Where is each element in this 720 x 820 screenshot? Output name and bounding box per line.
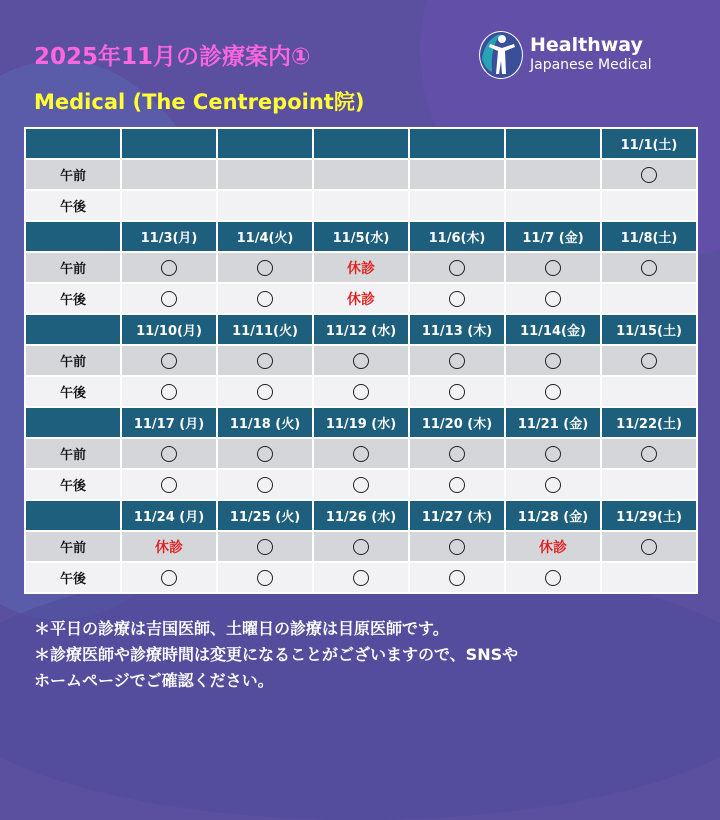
date-cell xyxy=(313,128,409,159)
note-line: ホームページでご確認ください。 xyxy=(34,671,274,690)
slot-cell xyxy=(313,283,409,314)
open-circle-icon xyxy=(257,260,273,276)
closed-label: 休診 xyxy=(347,291,375,308)
date-cell: 11/7 (金) xyxy=(505,221,601,252)
slot-cell xyxy=(601,469,697,500)
slot-cell xyxy=(121,531,217,562)
slot-cell xyxy=(121,438,217,469)
date-header-row xyxy=(25,500,697,531)
logo-subtitle: Japanese Medical xyxy=(530,57,652,73)
date-cell: 11/15(土) xyxy=(601,314,697,345)
slot-cell xyxy=(601,159,697,190)
pm-label: 午後 xyxy=(25,283,121,314)
open-circle-icon xyxy=(353,353,369,369)
open-circle-icon xyxy=(449,446,465,462)
page-subtitle: Medical (The Centrepoint院) xyxy=(34,90,365,114)
header-blank-cell xyxy=(25,407,121,438)
date-header-row xyxy=(25,314,697,345)
am-label: 午前 xyxy=(25,345,121,376)
slot-cell xyxy=(121,283,217,314)
header-blank-cell xyxy=(25,314,121,345)
open-circle-icon xyxy=(545,570,561,586)
slot-cell xyxy=(505,531,601,562)
slot-cell xyxy=(409,252,505,283)
slot-cell xyxy=(121,252,217,283)
open-circle-icon xyxy=(257,446,273,462)
slot-cell xyxy=(217,283,313,314)
open-circle-icon xyxy=(545,353,561,369)
open-circle-icon xyxy=(161,384,177,400)
slot-cell xyxy=(313,469,409,500)
date-cell: 11/25 (火) xyxy=(217,500,313,531)
slot-cell xyxy=(409,345,505,376)
am-label: 午前 xyxy=(25,252,121,283)
slot-cell xyxy=(409,190,505,221)
page-title: 2025年11月の診療案内① xyxy=(34,44,311,70)
slot-cell xyxy=(313,531,409,562)
slot-cell xyxy=(313,562,409,593)
date-cell: 11/10(月) xyxy=(121,314,217,345)
pm-row xyxy=(25,283,697,314)
slot-cell xyxy=(505,376,601,407)
pm-row xyxy=(25,190,697,221)
slot-cell xyxy=(121,469,217,500)
notes xyxy=(34,616,694,694)
open-circle-icon xyxy=(353,477,369,493)
date-cell xyxy=(409,128,505,159)
slot-cell xyxy=(409,469,505,500)
note-line: ＊平日の診療は吉国医師、土曜日の診療は目原医師です。 xyxy=(34,619,449,638)
open-circle-icon xyxy=(449,539,465,555)
open-circle-icon xyxy=(353,539,369,555)
open-circle-icon xyxy=(449,570,465,586)
date-header-row xyxy=(25,221,697,252)
open-circle-icon xyxy=(641,167,657,183)
slot-cell xyxy=(601,190,697,221)
slot-cell xyxy=(217,376,313,407)
slot-cell xyxy=(217,469,313,500)
logo-name: Healthway xyxy=(530,34,643,56)
date-cell: 11/17 (月) xyxy=(121,407,217,438)
slot-cell xyxy=(217,438,313,469)
slot-cell xyxy=(601,283,697,314)
open-circle-icon xyxy=(545,477,561,493)
date-cell xyxy=(505,128,601,159)
slot-cell xyxy=(121,376,217,407)
header-blank-cell xyxy=(25,500,121,531)
slot-cell xyxy=(313,190,409,221)
slot-cell xyxy=(601,345,697,376)
closed-label: 休診 xyxy=(155,539,183,556)
healthway-logo xyxy=(478,28,652,80)
open-circle-icon xyxy=(161,570,177,586)
am-row xyxy=(25,345,697,376)
am-label: 午前 xyxy=(25,438,121,469)
healthway-logo-icon xyxy=(478,28,524,80)
open-circle-icon xyxy=(449,353,465,369)
am-row xyxy=(25,531,697,562)
slot-cell xyxy=(505,345,601,376)
am-row xyxy=(25,438,697,469)
open-circle-icon xyxy=(257,353,273,369)
header-blank-cell xyxy=(25,128,121,159)
date-header-row xyxy=(25,128,697,159)
slot-cell xyxy=(601,252,697,283)
slot-cell xyxy=(409,562,505,593)
slot-cell xyxy=(601,531,697,562)
pm-row xyxy=(25,562,697,593)
date-cell: 11/28 (金) xyxy=(505,500,601,531)
slot-cell xyxy=(313,345,409,376)
slot-cell xyxy=(313,252,409,283)
am-row xyxy=(25,159,697,190)
pm-row xyxy=(25,469,697,500)
open-circle-icon xyxy=(641,446,657,462)
slot-cell xyxy=(217,190,313,221)
slot-cell xyxy=(505,252,601,283)
slot-cell xyxy=(601,562,697,593)
header-blank-cell xyxy=(25,221,121,252)
am-row xyxy=(25,252,697,283)
open-circle-icon xyxy=(449,291,465,307)
slot-cell xyxy=(217,159,313,190)
slot-cell xyxy=(217,562,313,593)
slot-cell xyxy=(505,469,601,500)
slot-cell xyxy=(505,562,601,593)
date-cell: 11/11(火) xyxy=(217,314,313,345)
open-circle-icon xyxy=(545,260,561,276)
date-cell: 11/6(木) xyxy=(409,221,505,252)
note-line: ＊診療医師や診療時間は変更になることがございますので、SNSや xyxy=(34,645,519,664)
date-header-row xyxy=(25,407,697,438)
date-cell: 11/13 (木) xyxy=(409,314,505,345)
slot-cell xyxy=(409,283,505,314)
open-circle-icon xyxy=(353,570,369,586)
date-cell: 11/14(金) xyxy=(505,314,601,345)
slot-cell xyxy=(121,562,217,593)
closed-label: 休診 xyxy=(539,539,567,556)
open-circle-icon xyxy=(641,539,657,555)
am-label: 午前 xyxy=(25,531,121,562)
pm-label: 午後 xyxy=(25,562,121,593)
date-cell: 11/27 (木) xyxy=(409,500,505,531)
date-cell: 11/19 (水) xyxy=(313,407,409,438)
slot-cell xyxy=(409,376,505,407)
slot-cell xyxy=(505,283,601,314)
slot-cell xyxy=(121,190,217,221)
date-cell xyxy=(121,128,217,159)
date-cell: 11/29(土) xyxy=(601,500,697,531)
date-cell: 11/8(土) xyxy=(601,221,697,252)
am-label: 午前 xyxy=(25,159,121,190)
open-circle-icon xyxy=(641,353,657,369)
slot-cell xyxy=(505,159,601,190)
open-circle-icon xyxy=(161,291,177,307)
schedule-table xyxy=(24,127,698,594)
open-circle-icon xyxy=(449,260,465,276)
open-circle-icon xyxy=(257,570,273,586)
slot-cell xyxy=(601,438,697,469)
slot-cell xyxy=(409,159,505,190)
date-cell: 11/22(土) xyxy=(601,407,697,438)
pm-row xyxy=(25,376,697,407)
slot-cell xyxy=(409,438,505,469)
pm-label: 午後 xyxy=(25,469,121,500)
pm-label: 午後 xyxy=(25,190,121,221)
date-cell: 11/1(土) xyxy=(601,128,697,159)
slot-cell xyxy=(313,376,409,407)
date-cell: 11/12 (水) xyxy=(313,314,409,345)
open-circle-icon xyxy=(161,477,177,493)
date-cell xyxy=(217,128,313,159)
slot-cell xyxy=(505,190,601,221)
open-circle-icon xyxy=(545,384,561,400)
open-circle-icon xyxy=(161,446,177,462)
open-circle-icon xyxy=(353,446,369,462)
open-circle-icon xyxy=(257,539,273,555)
date-cell: 11/20 (木) xyxy=(409,407,505,438)
open-circle-icon xyxy=(257,291,273,307)
open-circle-icon xyxy=(449,477,465,493)
slot-cell xyxy=(121,159,217,190)
open-circle-icon xyxy=(449,384,465,400)
date-cell: 11/5(水) xyxy=(313,221,409,252)
open-circle-icon xyxy=(641,260,657,276)
slot-cell xyxy=(217,252,313,283)
open-circle-icon xyxy=(545,446,561,462)
pm-label: 午後 xyxy=(25,376,121,407)
closed-label: 休診 xyxy=(347,260,375,277)
open-circle-icon xyxy=(161,260,177,276)
date-cell: 11/3(月) xyxy=(121,221,217,252)
slot-cell xyxy=(121,345,217,376)
open-circle-icon xyxy=(257,384,273,400)
open-circle-icon xyxy=(161,353,177,369)
open-circle-icon xyxy=(545,291,561,307)
slot-cell xyxy=(217,345,313,376)
date-cell: 11/21 (金) xyxy=(505,407,601,438)
date-cell: 11/26 (水) xyxy=(313,500,409,531)
slot-cell xyxy=(217,531,313,562)
slot-cell xyxy=(313,159,409,190)
slot-cell xyxy=(313,438,409,469)
date-cell: 11/24 (月) xyxy=(121,500,217,531)
open-circle-icon xyxy=(353,384,369,400)
slot-cell xyxy=(601,376,697,407)
slot-cell xyxy=(505,438,601,469)
date-cell: 11/18 (火) xyxy=(217,407,313,438)
date-cell: 11/4(火) xyxy=(217,221,313,252)
slot-cell xyxy=(409,531,505,562)
open-circle-icon xyxy=(257,477,273,493)
